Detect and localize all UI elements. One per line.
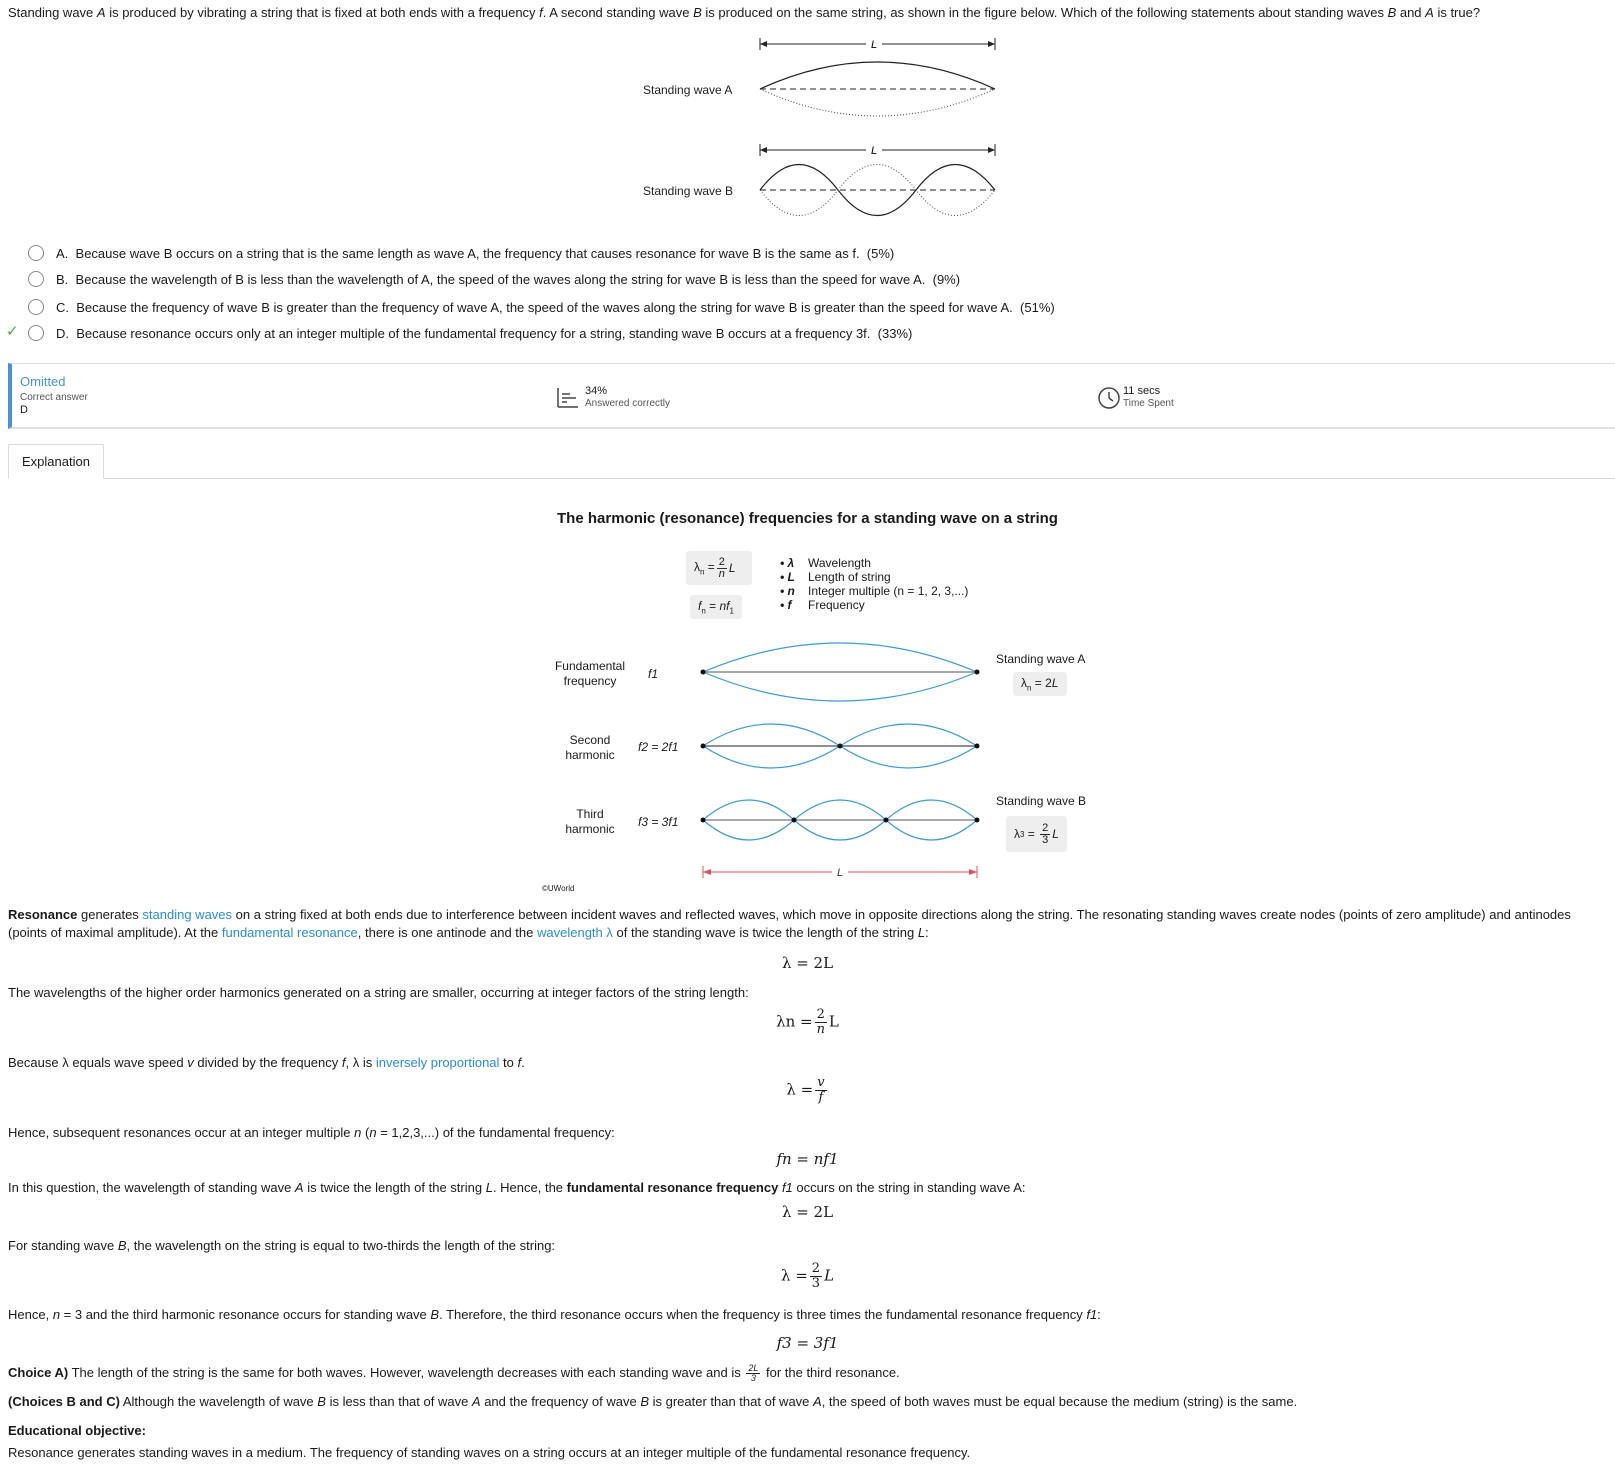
row-freq-second: f2 = 2f1 [638, 740, 679, 754]
choice-a-text: Because wave B occurs on a string that is the same length as wave A, the frequency that causes resonance for wave B is the same as f. [75, 245, 860, 261]
explanation-p2: The wavelengths of the higher order harmonics generated on a string are smaller, occurring at integer factors of the string length: [8, 985, 749, 1000]
choice-b-text: Because the wavelength of B is less than the wavelength of A, the speed of the waves along the string for wave B is less than the speed for wave A. [75, 271, 926, 287]
harmonics-diagram [690, 630, 990, 890]
clock-icon [1097, 386, 1121, 410]
equation-5: λ = 2L [781, 1203, 834, 1221]
link-inversely-proportional[interactable]: inversely proportional [375, 1055, 500, 1070]
explanation-p6: For standing wave B, the wavelength on the string is equal to two-thirds the length of the string: [8, 1238, 556, 1253]
wave-a-dotted [760, 89, 995, 116]
row-label-fundamental: Fundamental frequency [554, 659, 626, 688]
equation-6: λ = $\frac{2}{3}$ L [780, 1261, 835, 1291]
answer-stats-bar [8, 363, 1615, 429]
side-label-wave-a: Standing wave A [996, 652, 1086, 666]
second-wave-upper [703, 724, 977, 746]
side-label-wave-b: Standing wave B [996, 794, 1087, 808]
equation-2: λn = $\frac{2}{n}$ L [776, 1007, 839, 1037]
formula-wavelength: $\lambda_n$ = $\frac{2}{n}$ L [686, 551, 752, 585]
question-stem: Standing wave A is produced by vibrating a string that is fixed at both ends with a frequency f. A second standing wave B is produced on the same string, as shown in the figure below. Which of the following statements about standing waves B and A is true? [8, 5, 1481, 20]
link-fundamental-resonance[interactable]: fundamental resonance [221, 925, 358, 940]
choice-d-text: Because resonance occurs only at an integer multiple of the fundamental frequency for a string, standing wave B occurs at a frequency 3f. [76, 325, 871, 341]
node [701, 744, 706, 749]
correct-checkmark-icon: ✓ [6, 323, 19, 340]
figure-label-wave-b: Standing wave B [643, 184, 734, 198]
figure-length-label-b: L [870, 145, 878, 157]
node [975, 744, 980, 749]
equation-1: λ = 2L [781, 954, 834, 972]
stats-chart-icon [556, 386, 580, 410]
choice-a[interactable]: A. Because wave B occurs on a string that is the same length as wave A, the frequency that causes resonance for wave B is the same as f. (5%) [28, 245, 894, 261]
explanation-choices-bc: (Choices B and C) Although the wavelength of wave B is less than that of wave A and the frequency of wave B is greater than that of wave A, the speed of both waves must be equal because the medium (string) is the same. [8, 1394, 1298, 1409]
equation-7: f3 = 3f1 [776, 1334, 839, 1352]
equation-4: fn = nf1 [776, 1150, 839, 1168]
pct-correct-value: 34% [585, 385, 608, 397]
node [701, 670, 706, 675]
explanation-p4: Hence, subsequent resonances occur at an integer multiple n (n = 1,2,3,...) of the fundamental frequency: [8, 1125, 615, 1140]
node [975, 670, 980, 675]
legend-item: • λ Wavelength [780, 556, 871, 570]
row-freq-fundamental: f1 [648, 667, 659, 681]
link-standing-waves[interactable]: standing waves [142, 907, 233, 922]
legend-item: • L Length of string [780, 570, 891, 584]
educational-objective-title: Educational objective: [8, 1423, 146, 1438]
second-wave-lower [703, 746, 977, 768]
pct-correct-label: Answered correctly [585, 398, 671, 409]
node [838, 744, 843, 749]
explanation-p5: In this question, the wavelength of standing wave A is twice the length of the string L. Hence, the fundamental resonance frequency f1 occurs on the string in standing wave A: [8, 1180, 1026, 1195]
legend-item: • f Frequency [780, 598, 865, 612]
node [792, 818, 797, 823]
tab-explanation[interactable]: Explanation [8, 444, 104, 479]
status-omitted: Omitted [20, 374, 66, 389]
radio-b[interactable] [28, 271, 44, 287]
choice-b[interactable]: B. Because the wavelength of B is less than the wavelength of A, the speed of the waves along the string for wave B is less than the speed for wave A. (9%) [28, 271, 960, 287]
link-wavelength[interactable]: wavelength λ [537, 925, 613, 940]
side-formula-wave-a: $\lambda_n = 2L$ [1013, 672, 1067, 696]
copyright: ©UWorld [542, 884, 575, 893]
explanation-p3: Because λ equals wave speed v divided by the frequency f, λ is inversely proportional to f. [8, 1055, 525, 1070]
formula-frequency: $f_n = nf_1$ [690, 595, 742, 619]
tab-divider [8, 478, 1615, 479]
row-label-second: Second harmonic [565, 733, 615, 762]
fundamental-wave-lower [703, 672, 977, 701]
node [701, 818, 706, 823]
node [884, 818, 889, 823]
time-spent-label: Time Spent [1123, 398, 1174, 409]
choice-d[interactable]: D. Because resonance occurs only at an integer multiple of the fundamental frequency for a string, standing wave B occurs at a frequency 3f. (33%) [28, 325, 912, 341]
radio-c[interactable] [28, 299, 44, 315]
fundamental-wave-upper [703, 643, 977, 672]
explanation-choice-a: Choice A) The length of the string is the same for both waves. However, wavelength decreases with each standing wave and is $\frac{2L}{3}$ for the third resonance. [8, 1363, 900, 1384]
correct-answer-value: D [20, 404, 28, 416]
radio-d[interactable] [28, 325, 44, 341]
third-wave-upper [703, 800, 977, 820]
educational-objective-text: Resonance generates standing waves in a medium. The frequency of standing waves on a string occurs at an integer multiple of the fundamental resonance frequency. [8, 1445, 971, 1460]
question-figure [750, 32, 1010, 232]
choice-c[interactable]: C. Because the frequency of wave B is greater than the frequency of wave A, the speed of the waves along the string for wave B is greater than the speed for wave A. (51%) [28, 299, 1055, 315]
diagram-title: The harmonic (resonance) frequencies for a standing wave on a string [557, 510, 1058, 527]
radio-a[interactable] [28, 245, 44, 261]
row-freq-third: f3 = 3f1 [638, 815, 679, 829]
figure-length-label-a: L [870, 39, 878, 51]
correct-answer-label: Correct answer [20, 392, 88, 403]
diagram-length-label: L [836, 867, 844, 879]
side-formula-wave-b: λ 3 = $\frac{2}{3}$ L [1006, 816, 1067, 852]
choice-c-text: Because the frequency of wave B is greater than the frequency of wave A, the speed of the waves along the string for wave B is greater than the speed for wave A. [76, 299, 1013, 315]
figure-label-wave-a: Standing wave A [643, 83, 733, 97]
wave-a-solid [760, 62, 995, 89]
legend-item: • n Integer multiple (n = 1, 2, 3,...) [780, 584, 969, 598]
equation-3: λ = $\frac{v}{f}$ [786, 1075, 825, 1105]
explanation-p7: Hence, n = 3 and the third harmonic resonance occurs for standing wave B. Therefore, the third resonance occurs when the frequency is three times the fundamental resonance frequency f1: [8, 1307, 1101, 1322]
diagram-legend [780, 556, 968, 612]
node [975, 818, 980, 823]
third-wave-lower [703, 820, 977, 840]
explanation-p1: Resonance generates standing waves on a string fixed at both ends due to interference between incident waves and reflected waves, which move in opposite directions along the string. The resonating standing waves create nodes (points of zero amplitude) and antinodes (points of maximal amplitude). At the fundamental resonance, there is one antinode and the wavelength λ of the standing wave is twice the length of the string L: [8, 907, 1571, 940]
row-label-third: Third harmonic [565, 807, 615, 836]
time-spent-value: 11 secs [1123, 385, 1161, 397]
